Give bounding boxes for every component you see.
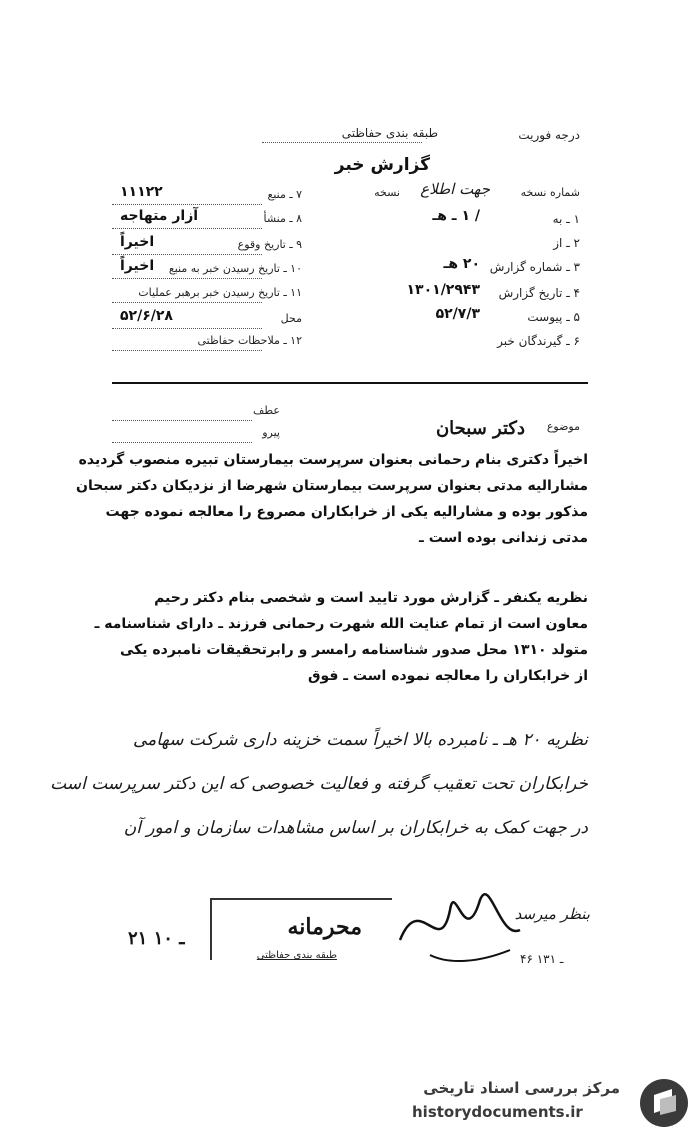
stamp-caption: طبقه بندی حفاظتی xyxy=(256,950,337,961)
footer-code-bottom: ۴۶ ـ ۱۳۱ xyxy=(520,952,564,966)
body-line: معاون است از تمام عنایت الله شهرت رحمانی فرزند ـ دارای شناسنامه ـ xyxy=(94,616,588,632)
report-type-title: گزارش خبر xyxy=(334,155,430,175)
field-left-line xyxy=(112,204,262,205)
field-right-label: ۲ ـ از xyxy=(553,236,580,250)
field-left-label: ۱۲ ـ ملاحظات حفاظتی xyxy=(197,334,302,347)
copy-number-label: شماره نسخه xyxy=(520,186,580,199)
field-left-label: ۸ ـ منشأ xyxy=(263,212,302,225)
field-right-label: ۶ ـ گیرندگان خبر xyxy=(497,334,580,348)
stamp-name: محرمانه xyxy=(287,914,362,940)
field-left-value: ۱۱۱۲۲ xyxy=(120,184,163,200)
field-left-line xyxy=(112,328,262,329)
field-left-value: آزار متهاجه xyxy=(120,208,199,224)
field-left-label: ۱۱ ـ تاریخ رسیدن خبر برهبر عملیات xyxy=(138,286,302,299)
signature-mark-icon xyxy=(390,870,530,970)
body-line: متولد ۱۳۱۰ محل صدور شناسنامه رامسر و رابرتحقیقات نامبرده یکی xyxy=(119,642,588,658)
subject-label: موضوع xyxy=(546,420,580,433)
body-line: مدتی زندانی بوده است ـ xyxy=(419,530,588,546)
footer-code-left: ۲۱ ـ ۱۰ xyxy=(128,928,185,949)
body-line: اخیراً دکتری بنام رحمانی بعنوان سرپرست بیمارستان تبیره منصوب گردیده xyxy=(78,452,588,468)
copy-value: جهت اطلاع xyxy=(420,180,490,198)
field-left-line xyxy=(112,254,262,255)
ref-sub-label: پیرو xyxy=(262,426,280,439)
watermark xyxy=(412,1075,692,1131)
body-line: نظریه یکنفر ـ گزارش مورد تایید است و شخصی بنام دکتر رحیم xyxy=(154,590,588,606)
body-line: مشارالیه مدتی بعنوان سرپرست بیمارستان شهرضا از نزدیکان دکتر سبحان xyxy=(76,478,588,494)
ref-label: عطف xyxy=(253,404,280,417)
field-right-value: ۱۳۰۱/۲۹۴۳ xyxy=(406,282,480,298)
field-right-label: ۵ ـ پیوست xyxy=(527,310,580,324)
field-right-value: / ۱ ـ هـ xyxy=(432,208,480,224)
body-line: مذکور بوده و مشارالیه یکی از خرابکاران مصروع را معالجه نموده جهت xyxy=(105,504,588,520)
field-right-label: ۳ ـ شماره گزارش xyxy=(489,260,580,274)
field-left-label: ۷ ـ منبع xyxy=(267,188,302,201)
header-divider xyxy=(112,382,588,384)
field-right-label: ۱ ـ به xyxy=(552,212,580,226)
field-left-value: اخیراً xyxy=(120,258,155,274)
field-left-line xyxy=(112,228,262,229)
watermark-url: historydocuments.ir xyxy=(412,1103,583,1121)
field-right-value: ۲۰ هـ xyxy=(443,256,480,272)
field-left-line xyxy=(112,278,262,279)
ref-sub-line xyxy=(112,442,252,443)
body-line: از خرابکاران را معالجه نموده است ـ فوق xyxy=(307,668,588,684)
field-left-label: محل xyxy=(280,312,302,325)
field-left-value: ۵۲/۶/۲۸ xyxy=(120,308,173,324)
field-left-label: ۹ ـ تاریخ وقوع xyxy=(237,238,302,251)
field-left-value: اخیراً xyxy=(120,234,155,250)
field-left-line xyxy=(112,350,262,351)
classification-line xyxy=(262,142,422,143)
field-right-label: ۴ ـ تاریخ گزارش xyxy=(498,286,580,300)
handwritten-line: در جهت کمک به خرابکاران بر اساس مشاهدات سازمان و امور آن xyxy=(123,818,588,838)
field-right-value: ۵۲/۷/۳ xyxy=(435,306,480,322)
priority-label: درجه فوریت xyxy=(518,128,580,142)
classification-label: طبقه بندی حفاظتی xyxy=(341,126,438,140)
watermark-logo-icon xyxy=(636,1075,692,1131)
field-left-line xyxy=(112,302,262,303)
ref-line xyxy=(112,420,252,421)
copy-label: نسخه xyxy=(374,186,400,199)
field-left-label: ۱۰ ـ تاریخ رسیدن خبر به منبع xyxy=(168,262,302,275)
subject-value: دکتر سبحان xyxy=(435,418,525,439)
signature-text: بنظر میرسد xyxy=(514,905,590,923)
handwritten-line: نظریه ۲۰ هـ ـ نامبرده بالا اخیراً سمت خزینه داری شرکت سهامی xyxy=(132,730,588,750)
watermark-title: مرکز بررسی اسناد تاریخی xyxy=(423,1079,620,1097)
handwritten-line: خرابکاران تحت تعقیب گرفته و فعالیت خصوصی که این دکتر سرپرست است xyxy=(50,774,588,794)
classification-stamp xyxy=(210,898,392,960)
